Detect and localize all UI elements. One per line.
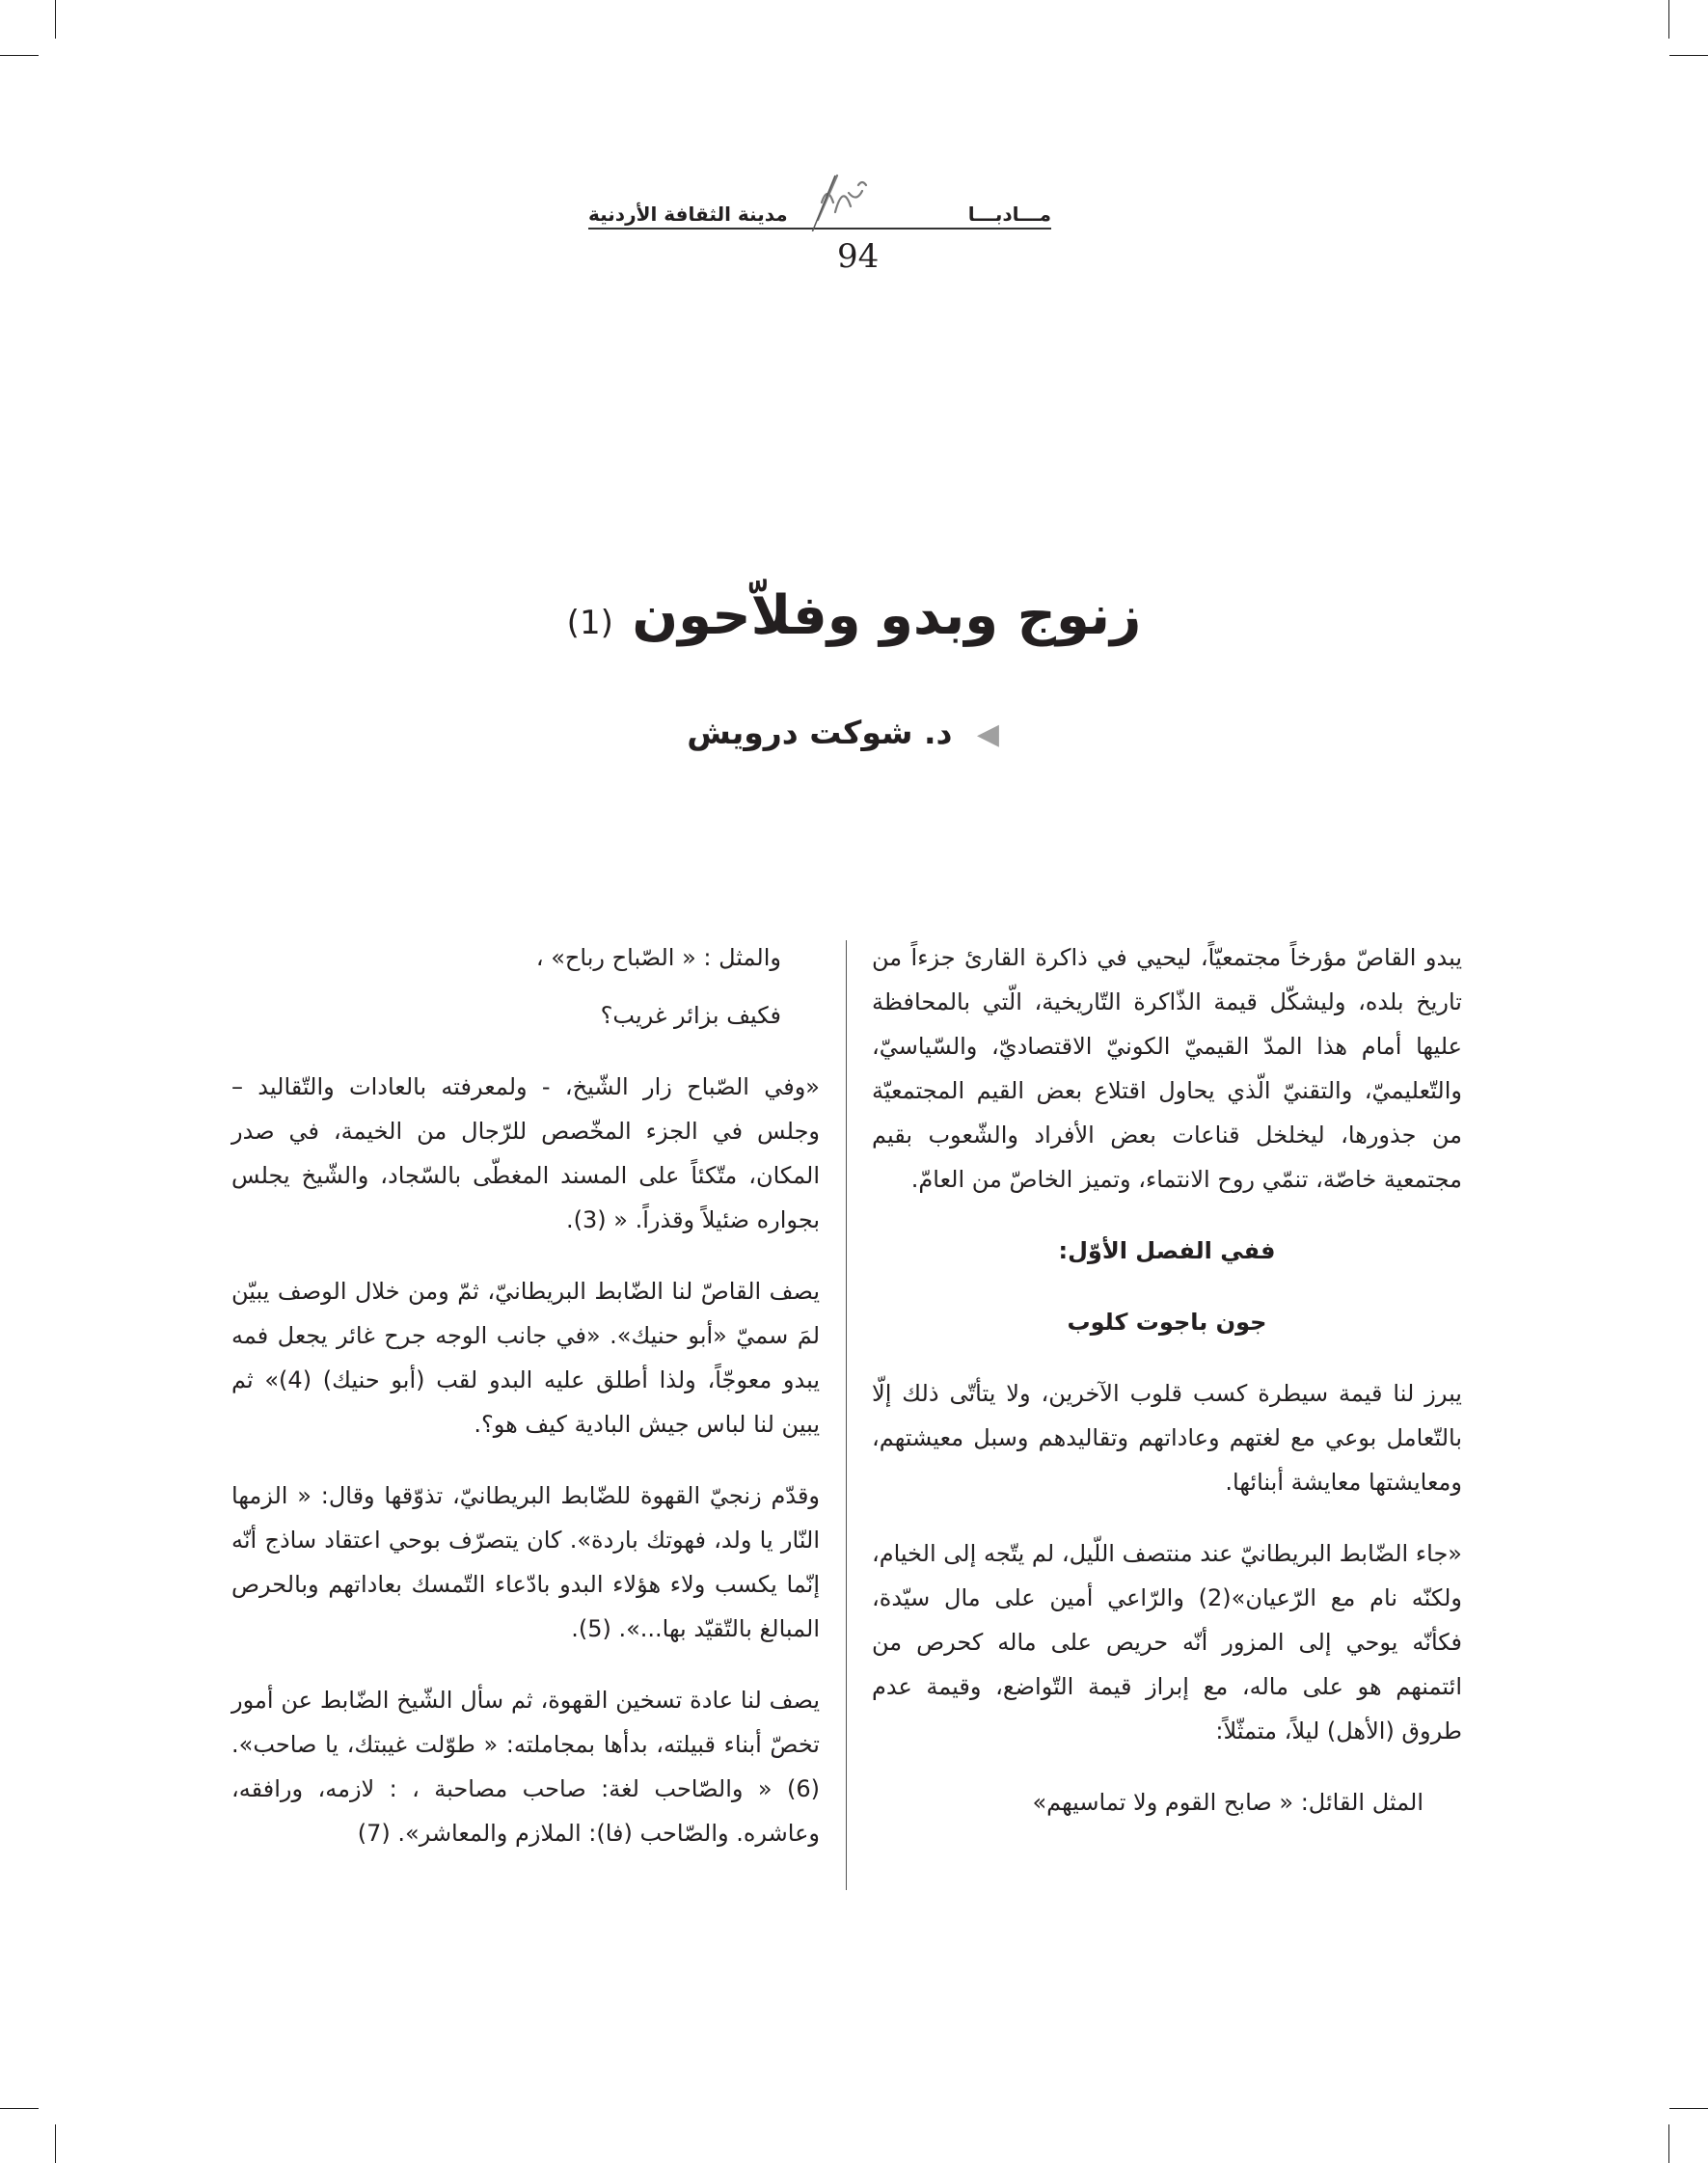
column-left (231, 935, 820, 1882)
crop-mark (1668, 0, 1669, 39)
crop-mark (1669, 55, 1708, 56)
title-footnote-ref: (1) (566, 604, 613, 642)
proverb-line: المثل القائل: « صابح القوم ولا تماسيهم» (1032, 1789, 1423, 1816)
crop-mark (1669, 2108, 1708, 2109)
paragraph: «جاء الضّابط البريطانيّ عند منتصف اللّيل، لم يتّجه إلى الخيام، ولكنّه نام مع الرّعيان»(2) والرّاعي أمين على مال سيّدة، فكأنّه يوحي إلى المزور أنّه حريص على ماله كحرص من ائتمنهم هو على ماله، مع إبراز قيمة التّواضع، وقيمة عدم طروق (الأهل) ليلاً، متمثّلاً: (872, 1540, 1462, 1744)
column-divider (846, 940, 847, 1890)
paragraph: يصف لنا عادة تسخين القهوة، ثم سأل الشّيخ الضّابط عن أمور تخصّ أبناء قبيلته، بدأها بمجاملته: « طوّلت غيبتك، يا صاحب». (6) « والصّاحب لغة: صاحب مصاحبة ، : لازمه، ورافقه، وعاشره. والصّاحب (فا): الملازم والمعاشر». (7) (231, 1687, 820, 1847)
paragraph: يصف القاصّ لنا الضّابط البريطانيّ، ثمّ ومن خلال الوصف يبيّن لمَ سميّ «أبو حنيك». «في جانب الوجه جرح غائر يجعل فمه يبدو معوجّاً، ولذا أطلق عليه البدو لقب (أبو حنيك) (4)» ثم يبين لنا لباس جيش البادية كيف هو؟. (231, 1278, 821, 1438)
paragraph: «وفي الصّباح زار الشّيخ، - ولمعرفته بالعادات والتّقاليد – وجلس في الجزء المخّصص للرّجال من الخيمة، في صدر المكان، متّكئاً على المسند المغطّى بالسّجاد، والشّيخ يجلس بجواره ضئيلاً وقذراً. « (3). (231, 1073, 820, 1233)
article-title (0, 584, 1708, 647)
magazine-logo-icon (800, 174, 878, 231)
paragraph: وقدّم زنجيّ القهوة للضّابط البريطانيّ، تذوّقها وقال: « الزمها النّار يا ولد، فهوتك باردة». كان يتصرّف بوحي اعتقاد ساذج أنّه إنّما يكسب ولاء هؤلاء البدو بادّعاء التّمسك بعاداتهم وبالحرص المبالغ بالتّقيّد بها...». (5). (231, 1482, 820, 1642)
crop-mark (0, 55, 39, 56)
author-line (687, 714, 999, 751)
proverb-question: فكيف بزائر غريب؟ (600, 1002, 781, 1029)
column-right (872, 935, 1462, 1852)
crop-mark (0, 2108, 39, 2109)
paragraph: يبدو القاصّ مؤرخاً مجتمعيّاً، ليحيي في ذاكرة القارئ جزءاً من تاريخ بلده، وليشكّل قيمة الذّاكرة التّاريخية، الّتي بالمحافظة عليها أمام هذا المدّ القيميّ الكونيّ الاقتصاديّ، والسّياسيّ، والتّعليميّ، والتقنيّ الّذي يحاول اقتلاع بعض القيم المجتمعيّة من جذورها، ليخلخل قناعات بعض الأفراد والشّعوب بقيم مجتمعية خاصّة، تنمّي روح الانتماء، وتميز الخاصّ من العامّ. (872, 944, 1462, 1193)
section-subheading: جون باجوت كلوب (1067, 1309, 1267, 1336)
header-subtitle: مدينة الثقافة الأردنية (588, 203, 788, 226)
page-number: 94 (837, 237, 880, 276)
crop-mark (55, 2124, 56, 2163)
author-marker-icon: ◀ (976, 717, 999, 751)
crop-mark (1668, 2124, 1669, 2163)
article-title-text: زنوج وبدو وفلاّحون (632, 584, 1142, 647)
proverb-line: والمثل : « الصّباح رباح» ، (535, 944, 781, 971)
author-name: د. شوكت درويش (687, 714, 953, 751)
running-header (579, 174, 1061, 280)
header-magazine-name: مـــادبـــا (967, 203, 1051, 226)
section-heading: ففي الفصل الأوّل: (1058, 1237, 1276, 1264)
crop-mark (55, 0, 56, 39)
paragraph: يبرز لنا قيمة سيطرة كسب قلوب الآخرين، ولا يتأتّى ذلك إلّا بالتّعامل بوعي مع لغتهم وعاداتهم وتقاليدهم وسبل معيشتهم، ومعايشتها معايشة أبنائها. (872, 1380, 1462, 1496)
